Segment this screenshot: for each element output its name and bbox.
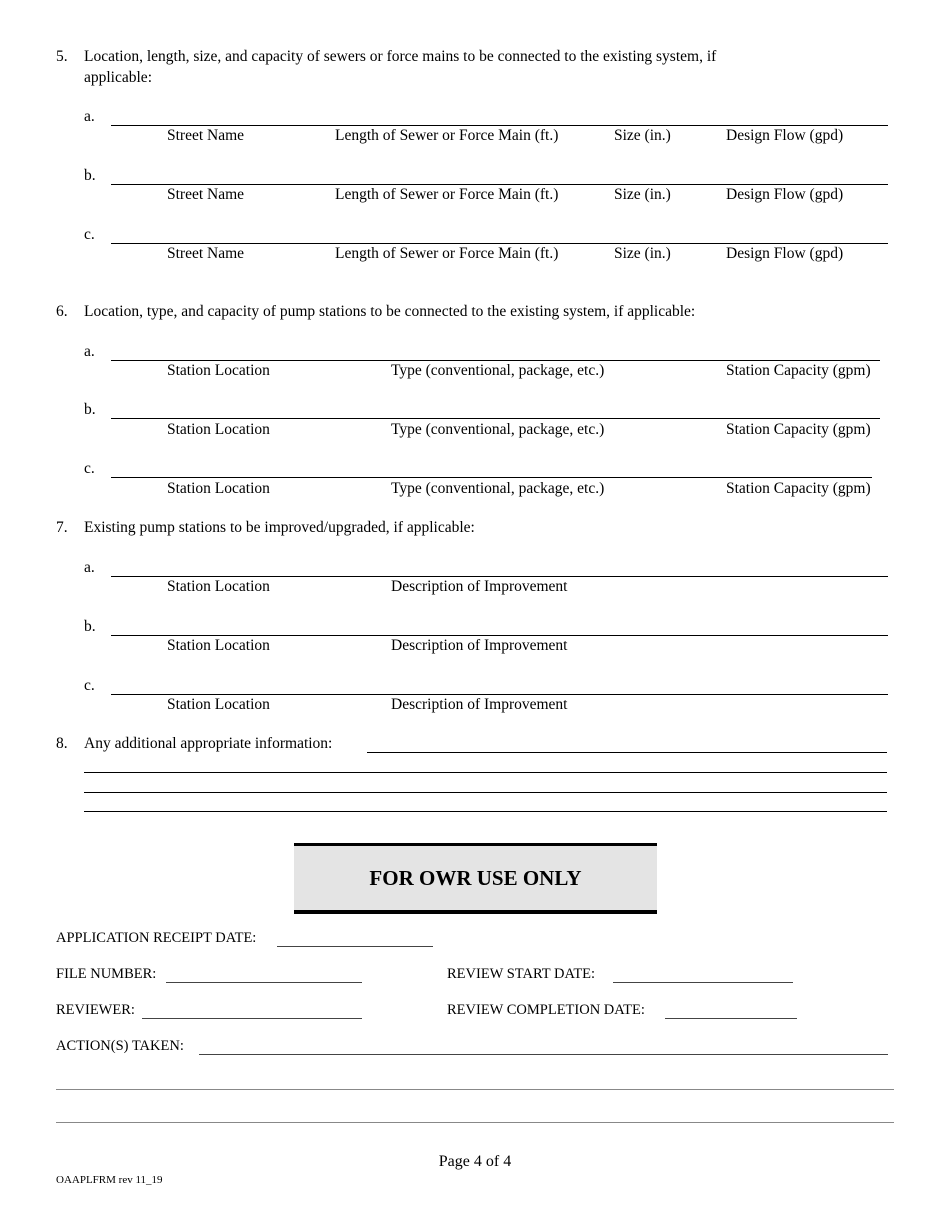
q5-c-input-line[interactable]: [111, 243, 888, 244]
row-letter: b.: [84, 618, 96, 635]
file-number-field[interactable]: [166, 982, 362, 983]
type-label: Type (conventional, package, etc.): [391, 362, 605, 379]
station-capacity-label: Station Capacity (gpm): [726, 421, 871, 438]
station-location-label: Station Location: [167, 362, 270, 379]
file-number-label: FILE NUMBER:: [56, 966, 157, 982]
station-location-label: Station Location: [167, 696, 270, 713]
q5-a-input-line[interactable]: [111, 125, 888, 126]
actions-taken-label: ACTION(S) TAKEN:: [56, 1038, 184, 1054]
q6-c-input-line[interactable]: [111, 477, 872, 478]
q5-text-line2: applicable:: [84, 69, 152, 86]
row-letter: c.: [84, 460, 95, 477]
owr-title: FOR OWR USE ONLY: [369, 865, 582, 890]
q8-input-line-2[interactable]: [84, 772, 887, 773]
q7-a-input-line[interactable]: [111, 576, 888, 577]
improvement-description-label: Description of Improvement: [391, 696, 568, 713]
owr-use-only-banner: [294, 843, 657, 914]
station-location-label: Station Location: [167, 578, 270, 595]
q6-a-input-line[interactable]: [111, 360, 880, 361]
receipt-date-label: APPLICATION RECEIPT DATE:: [56, 930, 257, 946]
design-flow-label: Design Flow (gpd): [726, 186, 844, 203]
street-name-label: Street Name: [167, 186, 245, 203]
row-letter: b.: [84, 167, 96, 184]
q8-input-line-1[interactable]: [367, 752, 887, 753]
receipt-date-field[interactable]: [277, 946, 433, 947]
q5-text-line1: Location, length, size, and capacity of sewers or force mains to be connected to the existing system, if: [84, 48, 717, 65]
size-label: Size (in.): [614, 245, 671, 262]
q6-text: Location, type, and capacity of pump stations to be connected to the existing system, if applicable:: [84, 303, 696, 320]
street-name-label: Street Name: [167, 245, 245, 262]
q6-number: 6.: [56, 303, 68, 320]
type-label: Type (conventional, package, etc.): [391, 480, 605, 497]
actions-taken-field-3[interactable]: [56, 1122, 894, 1123]
station-location-label: Station Location: [167, 421, 270, 438]
station-capacity-label: Station Capacity (gpm): [726, 362, 871, 379]
form-id: OAAPLFRM rev 11_19: [56, 1174, 163, 1186]
review-start-field[interactable]: [613, 982, 793, 983]
q8-input-line-4[interactable]: [84, 811, 887, 812]
reviewer-label: REVIEWER:: [56, 1002, 135, 1018]
size-label: Size (in.): [614, 186, 671, 203]
actions-taken-field-2[interactable]: [56, 1089, 894, 1090]
review-completion-field[interactable]: [665, 1018, 797, 1019]
q7-c-input-line[interactable]: [111, 694, 888, 695]
q7-text: Existing pump stations to be improved/upgraded, if applicable:: [84, 519, 475, 536]
station-location-label: Station Location: [167, 637, 270, 654]
length-label: Length of Sewer or Force Main (ft.): [335, 186, 559, 203]
row-letter: b.: [84, 401, 96, 418]
actions-taken-field-1[interactable]: [199, 1054, 888, 1055]
length-label: Length of Sewer or Force Main (ft.): [335, 245, 559, 262]
design-flow-label: Design Flow (gpd): [726, 127, 844, 144]
q5-b-input-line[interactable]: [111, 184, 888, 185]
station-location-label: Station Location: [167, 480, 270, 497]
improvement-description-label: Description of Improvement: [391, 578, 568, 595]
q7-number: 7.: [56, 519, 68, 536]
station-capacity-label: Station Capacity (gpm): [726, 480, 871, 497]
size-label: Size (in.): [614, 127, 671, 144]
reviewer-field[interactable]: [142, 1018, 362, 1019]
row-letter: a.: [84, 559, 95, 576]
page-number: Page 4 of 4: [438, 1153, 512, 1170]
q5-number: 5.: [56, 48, 68, 65]
row-letter: c.: [84, 226, 95, 243]
q8-number: 8.: [56, 735, 68, 752]
length-label: Length of Sewer or Force Main (ft.): [335, 127, 559, 144]
design-flow-label: Design Flow (gpd): [726, 245, 844, 262]
q6-b-input-line[interactable]: [111, 418, 880, 419]
street-name-label: Street Name: [167, 127, 245, 144]
row-letter: a.: [84, 108, 95, 125]
q8-input-line-3[interactable]: [84, 792, 887, 793]
review-completion-label: REVIEW COMPLETION DATE:: [447, 1002, 645, 1018]
review-start-label: REVIEW START DATE:: [447, 966, 596, 982]
row-letter: c.: [84, 677, 95, 694]
q7-b-input-line[interactable]: [111, 635, 888, 636]
row-letter: a.: [84, 343, 95, 360]
q8-text: Any additional appropriate information:: [84, 735, 333, 752]
improvement-description-label: Description of Improvement: [391, 637, 568, 654]
type-label: Type (conventional, package, etc.): [391, 421, 605, 438]
